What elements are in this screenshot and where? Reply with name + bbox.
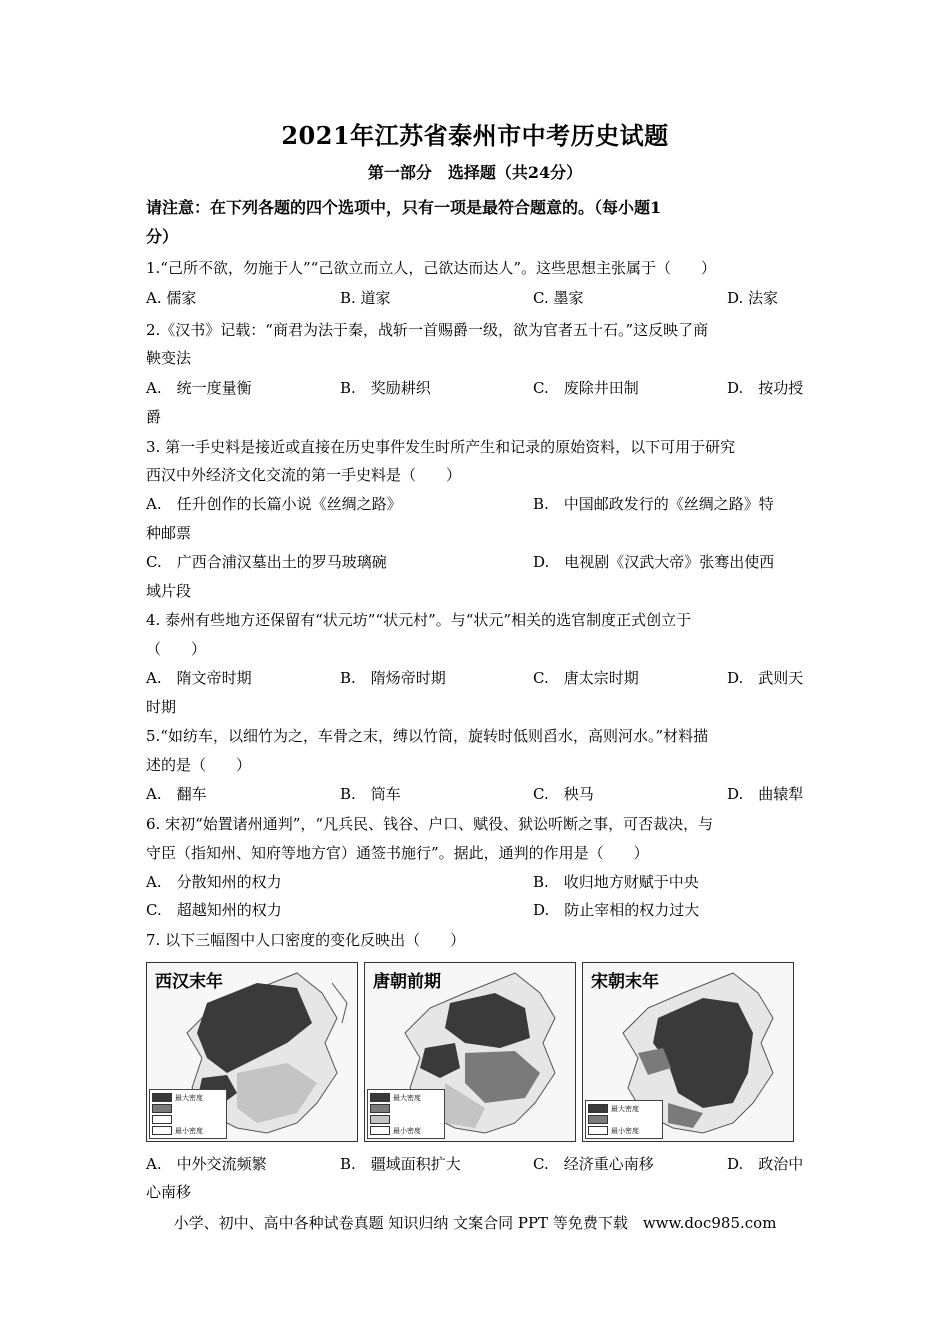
q7-option-a[interactable]: A. 中外交流频繁	[146, 1155, 267, 1173]
legend-swatch	[370, 1126, 390, 1135]
q1-stem: 1.“己所不欲，勿施于人”“己欲立而立人，己欲达而达人”。这些思想主张属于（ ）	[146, 259, 716, 277]
legend-swatch	[152, 1093, 172, 1102]
legend-row	[370, 1103, 442, 1114]
legend-label: 最小密度	[175, 1126, 203, 1135]
q6-option-d[interactable]: D. 防止宰相的权力过大	[533, 901, 700, 919]
q6-option-b[interactable]: B. 收归地方财赋于中央	[533, 873, 699, 891]
q3-stem-line-1: 3. 第一手史料是接近或直接在历史事件发生时所产生和记录的原始资料，以下可用于研究	[146, 438, 736, 456]
q7-stem: 7. 以下三幅图中人口密度的变化反映出（ ）	[146, 931, 466, 949]
instructions-line-2: 分）	[146, 227, 179, 246]
map-western-han	[146, 962, 358, 1142]
map-early-tang	[364, 962, 576, 1142]
q4-option-a[interactable]: A. 隋文帝时期	[146, 669, 252, 687]
q7-option-c[interactable]: C. 经济重心南移	[533, 1155, 654, 1173]
q5-stem-line-1: 5.“如纺车，以细竹为之，车骨之末，缚以竹筒，旋转时低则舀水，高则河水。”材料描	[146, 727, 709, 745]
population-density-maps	[146, 962, 806, 1142]
q6-stem-line-1: 6. 宋初“始置诸州通判”，“凡兵民、钱谷、户口、赋役、狱讼听断之事，可否裁决，与	[146, 815, 714, 833]
q7-option-b[interactable]: B. 疆域面积扩大	[340, 1155, 461, 1173]
map-legend	[585, 1100, 663, 1139]
legend-swatch	[152, 1115, 172, 1124]
legend-label: 最大密度	[611, 1104, 639, 1113]
legend-label: 最小密度	[611, 1126, 639, 1135]
q1-option-d[interactable]: D. 法家	[727, 289, 779, 307]
legend-swatch	[370, 1115, 390, 1124]
legend-row	[370, 1114, 442, 1125]
q5-option-b[interactable]: B. 筒车	[340, 785, 401, 803]
map-legend	[149, 1089, 227, 1139]
q5-option-d[interactable]: D. 曲辕犁	[727, 785, 804, 803]
q3-option-d-continued: 域片段	[146, 582, 192, 600]
legend-row	[152, 1114, 224, 1125]
q2-option-a[interactable]: A. 统一度量衡	[146, 379, 252, 397]
legend-label: 最大密度	[175, 1093, 203, 1102]
q3-option-c[interactable]: C. 广西合浦汉墓出土的罗马玻璃碗	[146, 553, 387, 571]
q3-option-b[interactable]: B. 中国邮政发行的《丝绸之路》特	[533, 495, 774, 513]
q4-stem-line-2: （ ）	[146, 640, 207, 658]
q6-option-c[interactable]: C. 超越知州的权力	[146, 901, 282, 919]
q3-stem-line-2: 西汉中外经济文化交流的第一手史料是（ ）	[146, 466, 462, 484]
q2-stem-line-1: 2.《汉书》记载：“商君为法于秦，战斩一首赐爵一级，欲为官者五十石。”这反映了商	[146, 321, 709, 339]
instructions-line-1: 请注意：在下列各题的四个选项中，只有一项是最符合题意的。（每小题1	[146, 198, 662, 217]
q2-stem-line-2: 鞅变法	[146, 349, 192, 367]
q2-option-c[interactable]: C. 废除井田制	[533, 379, 639, 397]
legend-row	[588, 1103, 660, 1114]
q3-option-b-continued: 种邮票	[146, 524, 192, 542]
q1-option-c[interactable]: C. 墨家	[533, 289, 584, 307]
legend-row	[152, 1125, 224, 1136]
q6-stem-line-2: 守臣（指知州、知府等地方官）通签书施行”。据此，通判的作用是（ ）	[146, 844, 649, 862]
map-late-song	[582, 962, 794, 1142]
q4-option-d[interactable]: D. 武则天	[727, 669, 804, 687]
q5-option-c[interactable]: C. 秧马	[533, 785, 594, 803]
q5-option-a[interactable]: A. 翻车	[146, 785, 207, 803]
q7-option-d-continued: 心南移	[146, 1183, 192, 1201]
map-title: 唐朝前期	[371, 967, 443, 992]
q2-option-b[interactable]: B. 奖励耕织	[340, 379, 431, 397]
map-title: 宋朝末年	[589, 967, 661, 992]
q4-option-d-continued: 时期	[146, 698, 177, 716]
legend-label: 最大密度	[393, 1093, 421, 1102]
q5-stem-line-2: 述的是（ ）	[146, 756, 252, 774]
legend-swatch	[370, 1093, 390, 1102]
legend-swatch	[588, 1104, 608, 1113]
q6-option-a[interactable]: A. 分散知州的权力	[146, 873, 282, 891]
q3-option-d[interactable]: D. 电视剧《汉武大帝》张骞出使西	[533, 553, 775, 571]
q7-option-d[interactable]: D. 政治中	[727, 1155, 804, 1173]
legend-row	[152, 1092, 224, 1103]
legend-row	[588, 1125, 660, 1136]
q1-option-a[interactable]: A. 儒家	[146, 289, 197, 307]
q1-option-b[interactable]: B. 道家	[340, 289, 391, 307]
legend-row	[370, 1092, 442, 1103]
legend-row	[588, 1114, 660, 1125]
q4-stem-line-1: 4. 泰州有些地方还保留有“状元坊”“状元村”。与“状元”相关的选官制度正式创立于	[146, 611, 692, 629]
section-heading: 第一部分 选择题（共24分）	[367, 163, 583, 182]
page-title: 2021年江苏省泰州市中考历史试题	[281, 121, 669, 150]
q4-option-b[interactable]: B. 隋炀帝时期	[340, 669, 446, 687]
q3-option-a[interactable]: A. 任升创作的长篇小说《丝绸之路》	[146, 495, 402, 513]
legend-swatch	[152, 1126, 172, 1135]
map-legend	[367, 1089, 445, 1139]
legend-swatch	[588, 1115, 608, 1124]
q2-option-d-continued: 爵	[146, 408, 162, 426]
q4-option-c[interactable]: C. 唐太宗时期	[533, 669, 639, 687]
legend-row	[370, 1125, 442, 1136]
q2-option-d[interactable]: D. 按功授	[727, 379, 804, 397]
legend-swatch	[370, 1104, 390, 1113]
instructions	[146, 193, 806, 251]
legend-row	[152, 1103, 224, 1114]
legend-label: 最小密度	[393, 1126, 421, 1135]
legend-swatch	[588, 1126, 608, 1135]
map-title: 西汉末年	[153, 967, 225, 992]
legend-swatch	[152, 1104, 172, 1113]
page-footer: 小学、初中、高中各种试卷真题 知识归纳 文案合同 PPT 等免费下载 www.doc985.com	[173, 1214, 777, 1232]
